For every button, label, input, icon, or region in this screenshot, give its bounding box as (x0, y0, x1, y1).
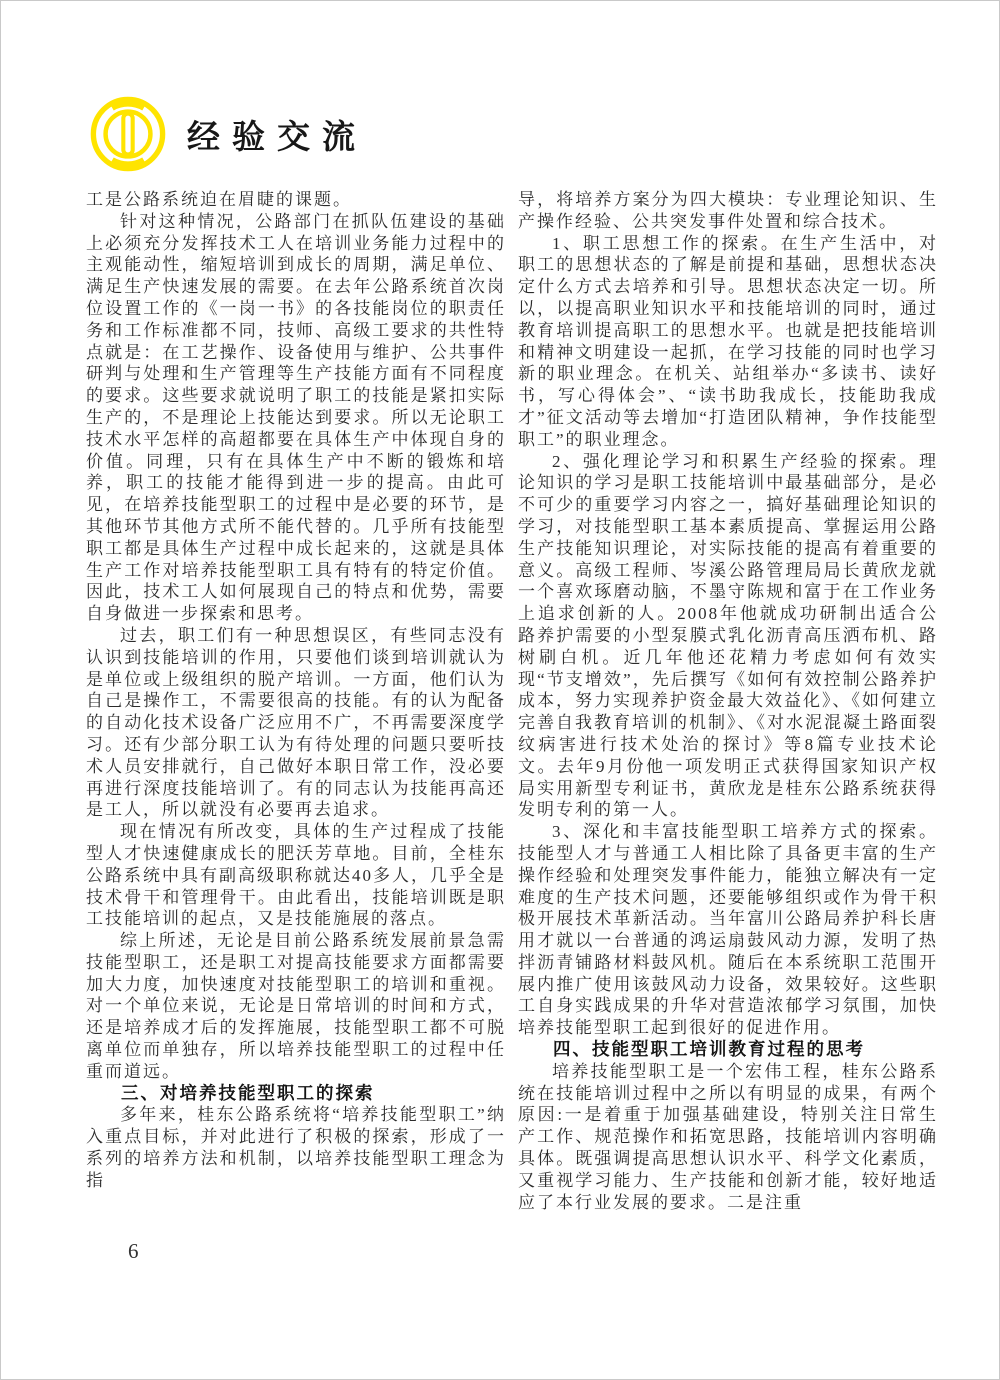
masthead-title: 经验交流 (187, 116, 367, 156)
paragraph: 针对这种情况，公路部门在抓队伍建设的基础上必须充分发挥技术工人在培训业务能力过程中的主观能动性，缩短培训到成长的周期，满足单位、满足生产快速发展的需要。在去年公路系统首次岗位设置工作的《一岗一书》的各技能岗位的职责任务和工作标准都不同，技师、高级工要求的共性特点就是：在工艺操作、设备使用与维护、公共事件研判与处理和生产管理等生产技能方面有不同程度的要求。这些要求就说明了职工的技能是紧扣实际生产的，不是理论上技能达到要求。所以无论职工技术水平怎样的高超都要在具体生产中体现自身的价值。同理，只有在具体生产中不断的锻炼和培养，职工的技能才能得到进一步的提高。由此可见，在培养技能型职工的过程中是必要的环节，是其他环节其他方式所不能代替的。几乎所有技能型职工都是具体生产过程中成长起来的，这就是具体生产工作对培养技能型职工具有特有的特定价值。因此，技术工人如何展现自己的特点和优势，需要自身做进一步探索和思考。 (86, 211, 506, 624)
page-number: 6 (128, 1239, 139, 1263)
section-heading: 三、对培养技能型职工的探索 (121, 1082, 375, 1103)
paragraph: 综上所述，无论是目前公路系统发展前景急需技能型职工，还是职工对提高技能要求方面都需要加大力度，加快速度对技能型职工的培训和重视。对一个单位来说，无论是日常培训的时间和方式，还是培养成才后的发挥施展，技能型职工都不可脱离单位而单独存，所以培养技能型职工的过程中任重而道远。 (86, 931, 506, 1081)
paragraph: 现在情况有所改变，具体的生产过程成了技能型人才快速健康成长的肥沃芳草地。目前，全桂东公路系统中具有副高级职称就达40多人，几乎全是技术骨干和管理骨干。由此看出，技能培训既是职工技能培训的起点，又是技能施展的落点。 (86, 822, 506, 929)
left-column (86, 189, 506, 1213)
page-header (89, 95, 367, 173)
continuation-paragraph: 导，将培养方案分为四大模块：专业理论知识、生产操作经验、公共突发事件处置和综合技术。 (518, 190, 938, 231)
right-column (518, 189, 938, 1213)
paragraph: 3、深化和丰富技能型职工培养方式的探索。技能型人才与普通工人相比除了具备更丰富的生产操作经验和处理突发事件能力，能独立解决有一定难度的生产技术问题，还要能够组织或作为骨干积极开展技术革新活动。当年富川公路局养护科长唐用才就以一台普通的鸿运扇鼓风动力源，发明了热拌沥青铺路材料鼓风机。随后在本系统职工范围开展内推广使用该鼓风动力设备，效果较好。这些职工自身实践成果的升华对营造浓郁学习氛围，加快培养技能型职工起到很好的促进作用。 (518, 822, 938, 1038)
paragraph: 1、职工思想工作的探索。在生产生活中，对职工的思想状态的了解是前提和基础，思想状态决定什么方式去培养和引导。思想状态决定一切。所以，以提高职业知识水平和技能培训的同时，通过教育培训提高职工的思想水平。也就是把技能培训和精神文明建设一起抓，在学习技能的同时也学习新的职业理念。在机关、站组举办“多读书、读好书，写心得体会”、“读书助我成长，技能助我成才”征文活动等去增加“打造团队精神，争作技能型职工”的职业理念。 (518, 233, 938, 449)
union-emblem-icon (89, 95, 167, 173)
paragraph: 2、强化理论学习和积累生产经验的探索。理论知识的学习是职工技能培训中最基础部分，是必不可少的重要学习内容之一，搞好基础理论知识的学习，对技能型职工基本素质提高、掌握运用公路生产技能知识理论，对实际技能的提高有着重要的意义。高级工程师、岑溪公路管理局局长黄欣龙就一个喜欢琢磨动脑，不墨守陈规和富于在工作业务上追求创新的人。2008年他就成功研制出适合公路养护需要的小型泵膜式乳化沥青高压洒布机、路树刷白机。近几年他还花精力考虑如何有效实现“节支增效”，先后撰写《如何有效控制公路养护成本，努力实现养护资金最大效益化》、《如何建立完善自我教育培训的机制》、《对水泥混凝土路面裂纹病害进行技术处治的探讨》等8篇专业技术论文。去年9月份他一项发明正式获得国家知识产权局实用新型专利证书，黄欣龙是桂东公路系统获得发明专利的第一人。 (518, 451, 938, 820)
paragraph: 多年来，桂东公路系统将“培养技能型职工”纳入重点目标，并对此进行了积极的探索，形成了一系列的培养方法和机制，以培养技能型职工理念为指 (86, 1105, 506, 1190)
paragraph: 过去，职工们有一种思想误区，有些同志没有认识到技能培训的作用，只要他们谈到培训就认为是单位或上级组织的脱产培训。一方面，他们认为自己是操作工，不需要很高的技能。有的认为配备的自动化技术设备广泛应用不广，不再需要深度学习。还有少部分职工认为有待处理的问题只要听技术人员安排就行，自己做好本职日常工作，没必要再进行深度技能培训了。有的同志认为技能再高还是工人，所以就没有必要再去追求。 (86, 625, 506, 820)
continuation-paragraph: 工是公路系统迫在眉睫的课题。 (86, 190, 352, 209)
paragraph: 培养技能型职工是一个宏伟工程，桂东公路系统在技能培训过程中之所以有明显的成果，有两个原因:一是着重于加强基础建设，特别关注日常生产工作、规范操作和拓宽思路，技能培训内容明确具体。既强调提高思想认识水平、科学文化素质，又重视学习能力、生产技能和创新才能，较好地适应了本行业发展的要求。二是注重 (518, 1061, 938, 1212)
article-body (86, 189, 938, 1213)
section-heading: 四、技能型职工培训教育过程的思考 (553, 1039, 865, 1060)
